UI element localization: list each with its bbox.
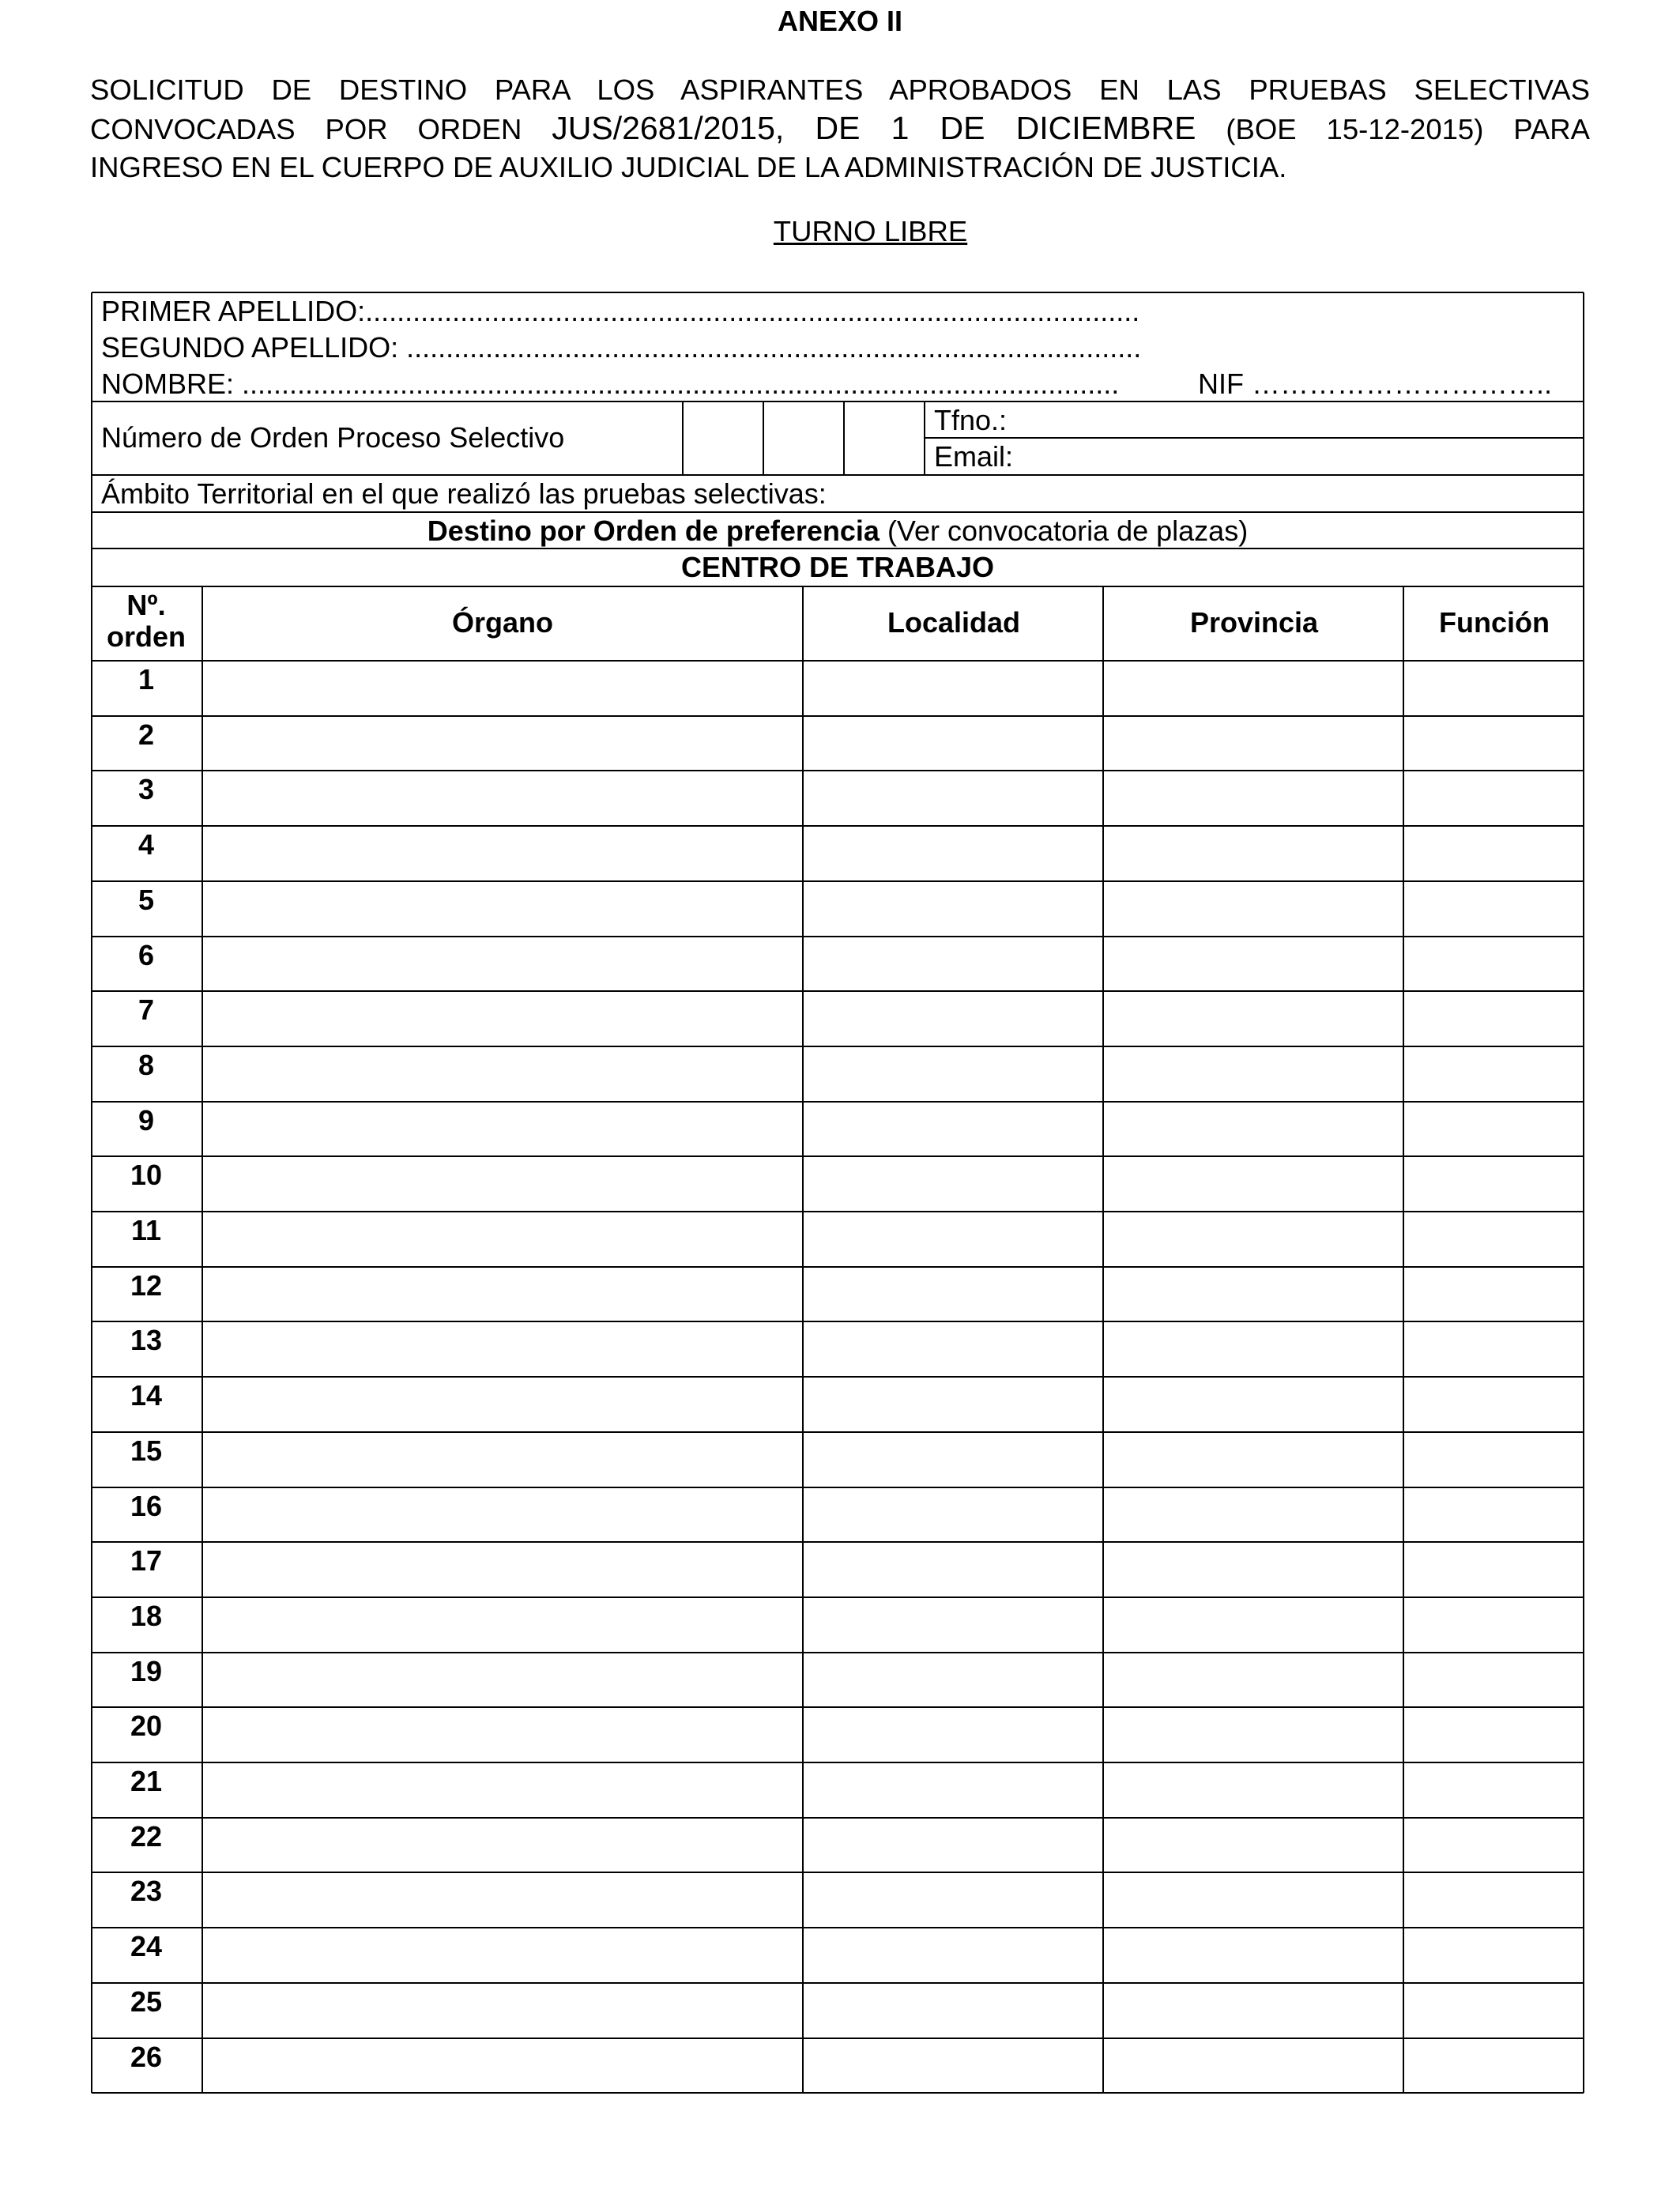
header-provincia: Provincia bbox=[1189, 606, 1319, 639]
segundo-apellido-field[interactable]: SEGUNDO APELLIDO: ............................................................................................. bbox=[101, 331, 1142, 364]
ambito-territorial-field[interactable]: Ámbito Territorial en el que realizó las pruebas selectivas: bbox=[101, 477, 827, 510]
centro-trabajo-heading: CENTRO DE TRABAJO bbox=[680, 551, 995, 583]
row-number: 25 bbox=[130, 1985, 163, 2018]
row-number: 18 bbox=[130, 1600, 163, 1632]
row-number: 17 bbox=[130, 1544, 163, 1577]
numero-orden-label: Número de Orden Proceso Selectivo bbox=[101, 421, 565, 454]
header-localidad: Localidad bbox=[887, 606, 1021, 639]
intro-line-2b: JUS/2681/2015, DE 1 DE DICIEMBRE bbox=[552, 110, 1196, 146]
intro-line-2c: (BOE 15-12-2015) PARA bbox=[1226, 113, 1590, 145]
destino-note: (Ver convocatoria de plazas) bbox=[879, 515, 1249, 547]
row-number: 24 bbox=[130, 1930, 163, 1962]
destino-bold: Destino por Orden de preferencia bbox=[427, 515, 880, 547]
intro-line-1: SOLICITUD DE DESTINO PARA LOS ASPIRANTES APROBADOS EN LAS PRUEBAS SELECTIVAS bbox=[90, 74, 1590, 106]
row-number: 12 bbox=[130, 1269, 163, 1302]
row-number: 2 bbox=[137, 718, 155, 751]
intro-line-2 bbox=[90, 109, 1590, 149]
nombre-field[interactable]: NOMBRE: ............................................................................................................... bbox=[101, 368, 1120, 400]
intro-line-3: INGRESO EN EL CUERPO DE AUXILIO JUDICIAL DE LA ADMINISTRACIÓN DE JUSTICIA. bbox=[90, 151, 1287, 183]
destino-preferencia-heading bbox=[92, 514, 1584, 548]
row-number: 14 bbox=[130, 1379, 163, 1412]
row-number: 3 bbox=[137, 773, 155, 805]
header-orden: Nº. orden bbox=[106, 589, 186, 653]
intro-line-2a: CONVOCADAS POR ORDEN bbox=[90, 113, 522, 145]
row-number: 4 bbox=[137, 828, 155, 861]
row-number: 26 bbox=[130, 2041, 163, 2073]
row-number: 16 bbox=[130, 1490, 163, 1522]
document-title: ANEXO II bbox=[777, 5, 903, 37]
row-number: 1 bbox=[137, 663, 155, 696]
row-number: 20 bbox=[130, 1710, 163, 1742]
email-field[interactable]: Email: bbox=[934, 440, 1014, 473]
row-number: 10 bbox=[130, 1159, 163, 1191]
row-number: 21 bbox=[130, 1765, 163, 1797]
turno-libre-heading: TURNO LIBRE bbox=[773, 215, 968, 247]
row-number: 11 bbox=[130, 1214, 162, 1246]
row-number: 13 bbox=[130, 1324, 163, 1356]
row-number: 8 bbox=[137, 1049, 155, 1081]
row-number: 15 bbox=[130, 1434, 163, 1467]
nif-field[interactable]: NIF ………………………….. bbox=[1198, 368, 1552, 400]
row-number: 22 bbox=[130, 1820, 163, 1853]
intro-paragraph bbox=[90, 71, 1590, 187]
row-number: 7 bbox=[137, 993, 155, 1026]
header-funcion: Función bbox=[1439, 606, 1550, 639]
row-number: 6 bbox=[137, 939, 155, 971]
header-organo: Órgano bbox=[451, 606, 553, 639]
primer-apellido-field[interactable]: PRIMER APELLIDO:.................................................................................................. bbox=[101, 295, 1140, 327]
row-number: 19 bbox=[130, 1655, 163, 1687]
row-number: 5 bbox=[137, 884, 155, 916]
row-number: 9 bbox=[137, 1104, 155, 1137]
tfno-field[interactable]: Tfno.: bbox=[934, 404, 1008, 436]
row-number: 23 bbox=[130, 1875, 163, 1907]
